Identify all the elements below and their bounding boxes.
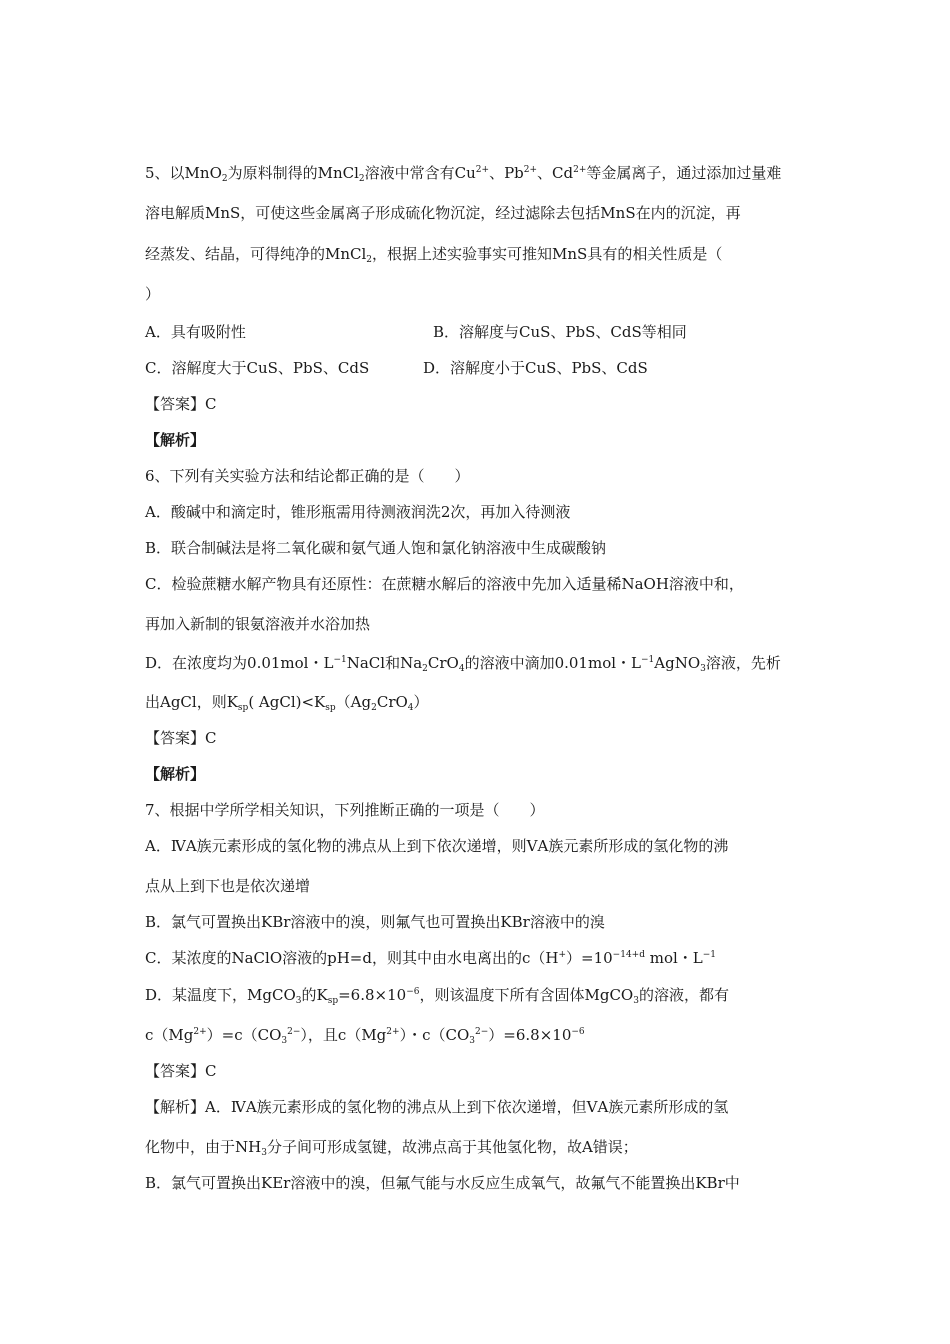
q6-stem: 6、下列有关实验方法和结论都正确的是（ ） [145, 467, 470, 485]
q6-option-d-line-2: 出AgCl，则$K_{sp}$( $AgCl)<K_{sp}(Ag_2CrO_4)$ [145, 693, 429, 713]
q5-analysis: 【解析】 [145, 431, 206, 449]
q5-options-row-1 [145, 322, 804, 342]
q6-option-c-line-1: C．检验蔗糖水解产物具有还原性：在蔗糖水解后的溶液中先加入适量稀NaOH溶液中和， [145, 575, 744, 593]
q6-option-c-line-2: 再加入新制的银氨溶液并水浴加热 [145, 615, 371, 633]
q6-option-b: B．联合制碱法是将二氧化碳和氨气通人饱和氯化钠溶液中生成碳酸钠 [145, 539, 607, 557]
q5-stem-line-1: 5、以MnO$_2$为原料制得的MnCl$_2$溶液中常含有$Cu^{2+}$、$Pb^{2+}$、$Cd^{2+}$等金属离子，通过添加过量难 [145, 164, 782, 184]
q5-stem-line-3: 经蒸发、结晶，可得纯净的MnCl$_2$，根据上述实验事实可推知MnS具有的相关性质是（ [145, 245, 723, 265]
q5-option-a: A．具有吸附性 [145, 323, 246, 341]
q7-analysis-line-1: 【解析】A．ⅣA族元素形成的氢化物的沸点从上到下依次递增，但ⅤA族元素所形成的氢 [145, 1098, 729, 1116]
q5-option-d: D．溶解度小于CuS、PbS、CdS [423, 359, 648, 377]
q5-options-row-2 [145, 358, 804, 378]
q5-stem-line-4: ） [145, 285, 161, 303]
q5-answer: 【答案】C [145, 395, 217, 413]
q7-option-d-line-1: D．某温度下，MgCO$_3$的$K_{sp}=6.8\times 10^{-6}$，则该温度下所有含固体MgCO$_3$的溶液，都有 [145, 986, 729, 1006]
q5-option-c: C．溶解度大于CuS、PbS、CdS [145, 359, 370, 377]
q7-stem: 7、根据中学所学相关知识，下列推断正确的一项是（ ） [145, 801, 545, 819]
q7-analysis-line-2: 化物中，由于$NH_3$分子间可形成氢键，故沸点高于其他氢化物，故A错误； [145, 1138, 638, 1158]
q6-analysis: 【解析】 [145, 765, 206, 783]
q6-option-d-line-1: D．在浓度均为0.01mol・$L^{-1}NaCl$和$Na_2CrO_4$的溶液中滴加0.01mol・$L^{-1}AgNO_3$溶液，先析 [145, 654, 781, 674]
q7-option-d-line-2: $c(Mg^{2+})=c(CO_3^{2-})$，且$c(Mg^{2+})$・$c(CO_3^{2-})=6.8\times 10^{-6}$ [145, 1026, 585, 1046]
q7-option-a-line-2: 点从上到下也是依次递增 [145, 877, 311, 895]
q7-answer: 【答案】C [145, 1062, 217, 1080]
q7-analysis-line-3: B．氯气可置换出KEr溶液中的溴，但氟气能与水反应生成氧气，故氟气不能置换出KBr中 [145, 1174, 740, 1192]
q5-option-b: B．溶解度与CuS、PbS、CdS等相同 [433, 323, 687, 341]
q6-option-a: A．酸碱中和滴定时，锥形瓶需用待测液润洗2次，再加入待测液 [145, 503, 571, 521]
q7-option-c: C．某浓度的NaClO溶液的pH=d，则其中由水电离出的$c(H^+)=10^{-14+d}$ mol・$L^{-1}$ [145, 949, 717, 967]
q7-option-a-line-1: A．ⅣA族元素形成的氢化物的沸点从上到下依次递增，则ⅤA族元素所形成的氢化物的沸 [145, 837, 729, 855]
q5-stem-line-2: 溶电解质MnS，可使这些金属离子形成硫化物沉淀，经过滤除去包括MnS在内的沉淀，再 [145, 204, 741, 222]
q6-answer: 【答案】C [145, 729, 217, 747]
q7-option-b: B．氯气可置换出KBr溶液中的溴，则氟气也可置换出KBr溶液中的溴 [145, 913, 605, 931]
